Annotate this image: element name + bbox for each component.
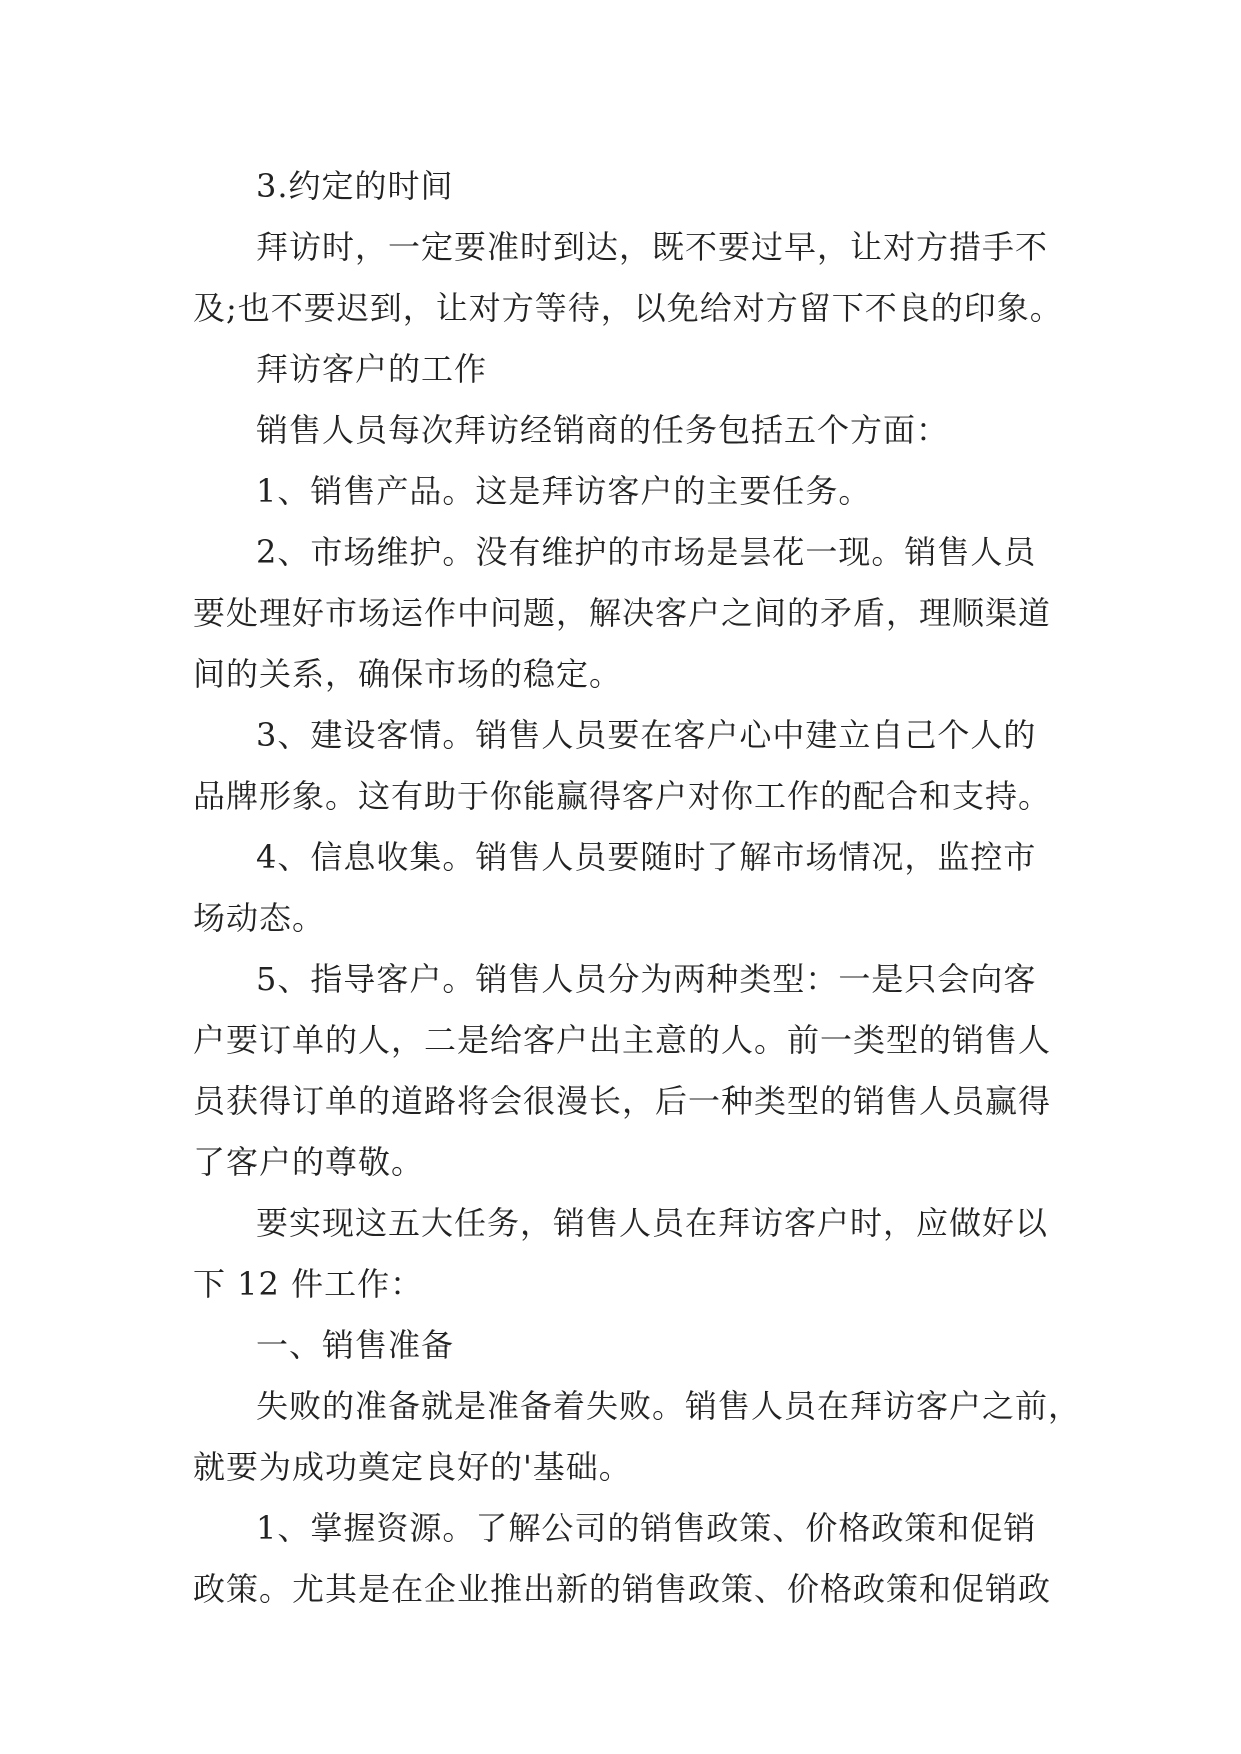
- list-item-line: 5、指导客户。销售人员分为两种类型：一是只会向客: [256, 960, 1037, 998]
- paragraph-line: 了客户的尊敬。: [193, 1143, 425, 1181]
- paragraph-line: 失败的准备就是准备着失败。销售人员在拜访客户之前，: [256, 1387, 1082, 1425]
- list-item-line: 1、销售产品。这是拜访客户的主要任务。: [256, 472, 872, 510]
- paragraph-line: 下 12 件工作：: [193, 1265, 424, 1303]
- paragraph-line: 要实现这五大任务，销售人员在拜访客户时，应做好以: [256, 1204, 1049, 1242]
- paragraph-line: 员获得订单的道路将会很漫长，后一种类型的销售人员赢得: [193, 1082, 1052, 1120]
- heading-visit-work: 拜访客户的工作: [256, 350, 488, 388]
- list-item-line: 4、信息收集。销售人员要随时了解市场情况，监控市: [256, 838, 1037, 876]
- paragraph-line: 间的关系，确保市场的稳定。: [193, 655, 623, 693]
- list-item-line: 3、建设客情。销售人员要在客户心中建立自己个人的: [256, 716, 1037, 754]
- heading-sales-preparation: 一、销售准备: [256, 1326, 455, 1364]
- paragraph-line: 户要订单的人，二是给客户出主意的人。前一类型的销售人: [193, 1021, 1052, 1059]
- paragraph-line: 及;也不要迟到，让对方等待，以免给对方留下不良的印象。: [193, 289, 1063, 327]
- paragraph-line: 要处理好市场运作中问题，解决客户之间的矛盾，理顺渠道: [193, 594, 1052, 632]
- paragraph-line: 品牌形象。这有助于你能赢得客户对你工作的配合和支持。: [193, 777, 1052, 815]
- list-item-line: 1、掌握资源。了解公司的销售政策、价格政策和促销: [256, 1509, 1037, 1547]
- list-item-line: 2、市场维护。没有维护的市场是昙花一现。销售人员: [256, 533, 1037, 571]
- paragraph-line: 拜访时，一定要准时到达，既不要过早，让对方措手不: [256, 228, 1049, 266]
- paragraph-line: 政策。尤其是在企业推出新的销售政策、价格政策和促销政: [193, 1570, 1052, 1608]
- paragraph-line: 销售人员每次拜访经销商的任务包括五个方面：: [256, 411, 950, 449]
- paragraph-line: 场动态。: [193, 899, 326, 937]
- paragraph-line: 就要为成功奠定良好的'基础。: [193, 1448, 632, 1486]
- heading-appointment-time: 3.约定的时间: [256, 167, 454, 205]
